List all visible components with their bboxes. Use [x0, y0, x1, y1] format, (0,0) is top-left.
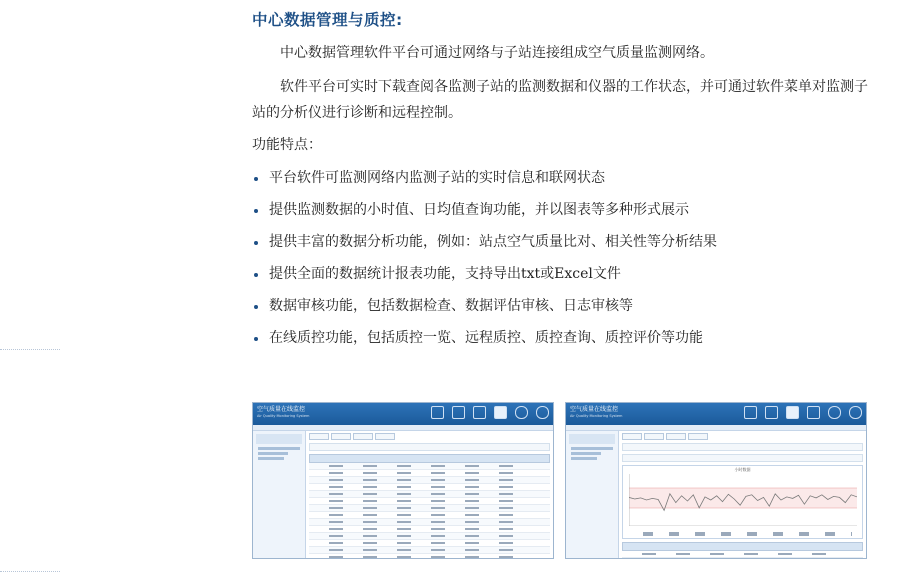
table-row — [622, 551, 863, 558]
table-row — [309, 533, 550, 540]
view-tabs — [622, 433, 863, 440]
tree-node — [258, 457, 284, 460]
data-icon — [452, 406, 465, 419]
location-icon — [849, 406, 862, 419]
table-row — [309, 519, 550, 526]
table-row — [622, 558, 863, 559]
tab — [666, 433, 686, 440]
app-title: 空气质量在线监控 — [570, 406, 619, 413]
intro-paragraph-1: 中心数据管理软件平台可通过网络与子站连接组成空气质量监测网络。 — [280, 45, 714, 61]
user-panel — [256, 434, 302, 444]
table-row — [309, 470, 550, 477]
left-divider-bottom — [0, 571, 60, 572]
feature-item: 提供全面的数据统计报表功能，支持导出txt或Excel文件 — [252, 264, 872, 285]
monitor-icon — [744, 406, 757, 419]
table-row — [309, 484, 550, 491]
chart-band — [629, 488, 857, 508]
table-row — [309, 477, 550, 484]
feature-item: 数据审核功能，包括数据检查、数据评估审核、日志审核等 — [252, 296, 872, 317]
tree-node — [258, 452, 288, 455]
app-toolbar — [566, 403, 866, 425]
app-subtitle: Air Quality Monitoring System — [257, 414, 310, 418]
features-list — [252, 168, 872, 349]
query-filter-bar — [309, 443, 550, 451]
screenshot-trend-chart — [565, 402, 867, 559]
app-toolbar — [253, 403, 553, 425]
section-heading: 中心数据管理与质控: — [252, 11, 403, 29]
table-row — [309, 491, 550, 498]
screenshot-data-table — [252, 402, 554, 559]
feature-item: 平台软件可监测网络内监测子站的实时信息和联网状态 — [252, 168, 872, 189]
toolbar-icons — [423, 406, 549, 419]
data-icon — [765, 406, 778, 419]
intro-paragraph-2: 软件平台可实时下载查阅各监测子站的监测数据和仪器的工作状态，并可通过软件菜单对监测子站的分析仪进行诊断和远程控制。 — [252, 79, 868, 121]
search-icon — [515, 406, 528, 419]
app-title: 空气质量在线监控 — [257, 406, 306, 413]
chart-panel — [622, 433, 863, 555]
feature-item: 提供丰富的数据分析功能，例如：站点空气质量比对、相关性等分析结果 — [252, 232, 872, 253]
left-divider-top — [0, 349, 60, 350]
table-header — [622, 542, 863, 551]
tree-node — [258, 447, 300, 450]
user-panel — [569, 434, 615, 444]
site-tree-sidebar — [566, 431, 619, 558]
tab — [331, 433, 351, 440]
query-filter-bar — [622, 443, 863, 451]
tab — [644, 433, 664, 440]
tree-node — [571, 447, 613, 450]
feature-item: 提供监测数据的小时值、日均值查询功能，并以图表等多种形式展示 — [252, 200, 872, 221]
app-brand — [257, 406, 309, 420]
table-row — [309, 526, 550, 533]
table-body — [309, 463, 550, 559]
report-icon — [473, 406, 486, 419]
quality-control-icon — [494, 406, 507, 419]
features-title: 功能特点： — [252, 137, 322, 153]
quality-control-icon — [807, 406, 820, 419]
location-icon — [536, 406, 549, 419]
report-icon — [786, 406, 799, 419]
tree-node — [571, 457, 597, 460]
app-subtitle: Air Quality Monitoring System — [570, 414, 623, 418]
chart-title: 小时数据 — [734, 467, 751, 472]
tab — [353, 433, 373, 440]
table-row — [309, 547, 550, 554]
tab — [309, 433, 329, 440]
monitor-icon — [431, 406, 444, 419]
table-row — [309, 463, 550, 470]
summary-table — [622, 542, 863, 559]
site-tree-sidebar — [253, 431, 306, 558]
search-icon — [828, 406, 841, 419]
table-row — [309, 554, 550, 559]
content-section — [252, 8, 872, 360]
app-brand — [570, 406, 622, 420]
trend-chart-svg — [629, 474, 857, 526]
table-panel — [309, 433, 550, 555]
chart-legend — [643, 532, 852, 536]
tree-node — [571, 452, 601, 455]
table-row — [309, 540, 550, 547]
table-row — [309, 512, 550, 519]
toolbar-icons — [736, 406, 862, 419]
table-header — [309, 454, 550, 463]
trend-chart — [622, 465, 863, 539]
view-tabs — [309, 433, 550, 440]
tab — [622, 433, 642, 440]
table-row — [309, 498, 550, 505]
feature-item: 在线质控功能，包括质控一览、远程质控、质控查询、质控评价等功能 — [252, 328, 872, 349]
query-filter-bar-2 — [622, 454, 863, 462]
table-row — [309, 505, 550, 512]
tab — [688, 433, 708, 440]
tab — [375, 433, 395, 440]
